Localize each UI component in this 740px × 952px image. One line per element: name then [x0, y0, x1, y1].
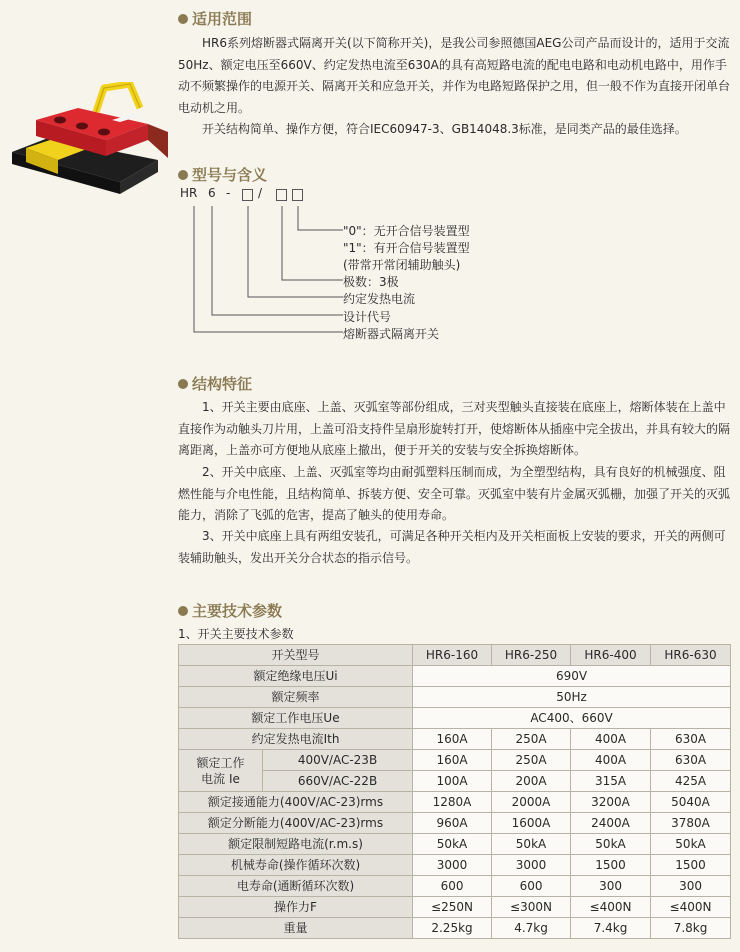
table-row: 额定工作 电流 Ie 400V/AC-23B 160A 250A 400A 630A — [179, 750, 731, 771]
header-model: HR6-250 — [492, 645, 571, 666]
model-code-design: 6 — [208, 186, 216, 200]
spec-table — [178, 644, 731, 939]
structure-paragraph-1: 1、开关主要由底座、上盖、灭弧室等部份组成，三对夹型触头直接装在底座上，熔断体装在上盖中直接作为动触头刀片用，上盖可沿支持件呈扇形旋转打开，使熔断体从插座中完全拔出，并具有较大的隔离距离，上盖亦可方便地从底座上撤出，便于开关的安装与安全拆换熔断体。 — [178, 400, 731, 457]
table-row: 额定限制短路电流(r.m.s) 50kA 50kA 50kA 50kA — [179, 834, 731, 855]
table-row: 重量 2.25kg 4.7kg 7.4kg 7.8kg — [179, 918, 731, 939]
model-annotation-design: 设计代号 — [343, 310, 392, 324]
model-annotation-type: 熔断器式隔离开关 — [343, 327, 440, 341]
section-title-scope: 适用范围 — [178, 8, 252, 29]
model-code-dash: - — [226, 186, 231, 200]
table-row: 额定工作电压Ue AC400、660V — [179, 708, 731, 729]
table-row: 额定绝缘电压Ui 690V — [179, 666, 731, 687]
fuse-switch-product-image — [8, 82, 173, 202]
model-annotation-poles: 极数：3极 — [343, 275, 399, 289]
table-row: 约定发热电流Ith 160A 250A 400A 630A — [179, 729, 731, 750]
table-row: 机械寿命(操作循环次数) 3000 3000 1500 1500 — [179, 855, 731, 876]
header-model: HR6-400 — [571, 645, 651, 666]
table-row: 660V/AC-22B 100A 200A 315A 425A — [179, 771, 731, 792]
section-title-model: 型号与含义 — [178, 164, 267, 185]
section-title-params: 主要技术参数 — [178, 600, 282, 621]
table-row: 操作力F ≤250N ≤300N ≤400N ≤400N — [179, 897, 731, 918]
bullet-icon — [178, 14, 188, 24]
header-label: 开关型号 — [179, 645, 413, 666]
bullet-icon — [178, 170, 188, 180]
model-leader-lines — [180, 200, 345, 340]
table-row: 电寿命(通断循环次数) 600 600 300 300 — [179, 876, 731, 897]
section-title-structure: 结构特征 — [178, 373, 252, 394]
ie-label: 额定工作 电流 Ie — [179, 750, 263, 792]
structure-paragraph-2: 2、开关中底座、上盖、灭弧室等均由耐弧塑料压制而成，为全塑型结构，具有良好的机械强度、阻燃性能与介电性能，且结构简单、拆装方便、安全可靠。灭弧室中装有片金属灭弧栅，加强了开关的灭弧能力，消除了飞弧的危害，提高了触头的使用寿命。 — [178, 465, 731, 522]
table-row: 额定接通能力(400V/AC-23)rms 1280A 2000A 3200A 5040A — [179, 792, 731, 813]
bullet-icon — [178, 379, 188, 389]
table-row: 额定分断能力(400V/AC-23)rms 960A 1600A 2400A 3780A — [179, 813, 731, 834]
model-annotation-aux: (带常开常闭辅助触头) — [343, 258, 461, 272]
scope-paragraph-2: 开关结构简单、操作方便，符合IEC60947-3、GB14048.3标准，是同类产品的最佳选择。 — [202, 122, 687, 136]
table-title: 1、开关主要技术参数 — [178, 627, 294, 641]
model-annotation-current: 约定发热电流 — [343, 292, 416, 306]
table-header-row — [179, 645, 731, 666]
model-code-slash: / — [258, 186, 263, 200]
table-row: 额定频率 50Hz — [179, 687, 731, 708]
header-model: HR6-630 — [651, 645, 731, 666]
model-annotation-signal-1: "1"：有开合信号装置型 — [343, 241, 470, 255]
model-annotation-signal-0: "0"：无开合信号装置型 — [343, 224, 470, 238]
scope-paragraph-1: HR6系列熔断器式隔离开关(以下简称开关)，是我公司参照德国AEG公司产品而设计的，适用于交流50Hz、额定电压至660V、约定发热电流至630A的具有高短路电流的配电电路和电动机电路中，用作手动不频繁操作的电源开关、隔离开关和应急开关，并作为电路短路保护之用，但一般不作为直接开闭单台电动机之用。 — [178, 36, 731, 115]
header-model: HR6-160 — [413, 645, 492, 666]
bullet-icon — [178, 606, 188, 616]
structure-paragraph-3: 3、开关中底座上具有两组安装孔，可满足各种开关柜内及开关柜面板上安装的要求，开关的两侧可装辅助触头，发出开关分合状态的指示信号。 — [178, 529, 726, 565]
model-code-prefix: HR — [180, 186, 198, 200]
